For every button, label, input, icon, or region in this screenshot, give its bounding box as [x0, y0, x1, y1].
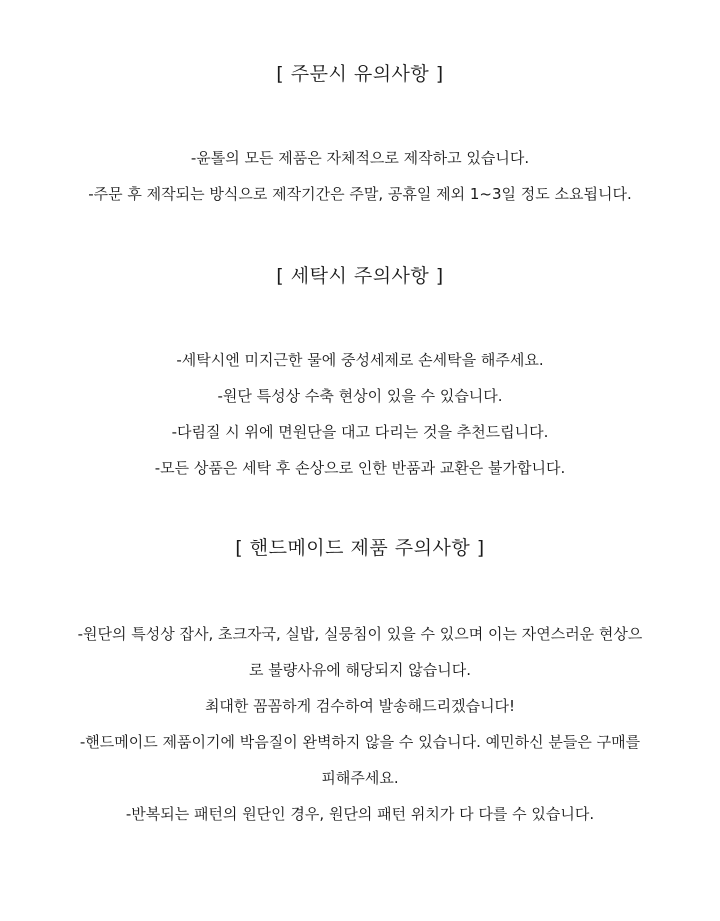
washing-notice-line: -모든 상품은 세탁 후 손상으로 인한 반품과 교환은 불가합니다.	[154, 459, 566, 477]
handmade-notice-line: 로 불량사유에 해당되지 않습니다.	[249, 661, 471, 679]
handmade-notice-line: 최대한 꼼꼼하게 검수하여 발송해드리겠습니다!	[204, 697, 516, 715]
order-notice-line: -윤톨의 모든 제품은 자체적으로 제작하고 있습니다.	[190, 149, 530, 167]
handmade-notice-line: 피해주세요.	[321, 769, 399, 787]
washing-notice-line: -다림질 시 위에 면원단을 대고 다리는 것을 추천드립니다.	[171, 423, 549, 441]
handmade-notice-line: -원단의 특성상 잡사, 초크자국, 실밥, 실뭉침이 있을 수 있으며 이는 자연스러운 현상으	[77, 625, 643, 643]
order-notice-heading: [ 주문시 유의사항 ]	[276, 63, 444, 85]
order-notice-line: -주문 후 제작되는 방식으로 제작기간은 주말, 공휴일 제외 1~3일 정도 소요됩니다.	[88, 185, 632, 203]
washing-notice-heading: [ 세탁시 주의사항 ]	[276, 265, 444, 287]
order-notice-section	[0, 62, 720, 220]
washing-notice-section	[0, 264, 720, 494]
washing-notice-line: -세탁시엔 미지근한 물에 중성세제로 손세탁을 해주세요.	[176, 351, 544, 369]
washing-notice-line: -원단 특성상 수축 현상이 있을 수 있습니다.	[217, 387, 503, 405]
handmade-notice-line: -반복되는 패턴의 원단인 경우, 원단의 패턴 위치가 다 다를 수 있습니다.	[125, 805, 595, 823]
handmade-notice-line: -핸드메이드 제품이기에 박음질이 완벽하지 않을 수 있습니다. 예민하신 분들은 구매를	[79, 733, 641, 751]
handmade-notice-section	[0, 536, 720, 840]
handmade-notice-heading: [ 핸드메이드 제품 주의사항 ]	[235, 537, 485, 559]
